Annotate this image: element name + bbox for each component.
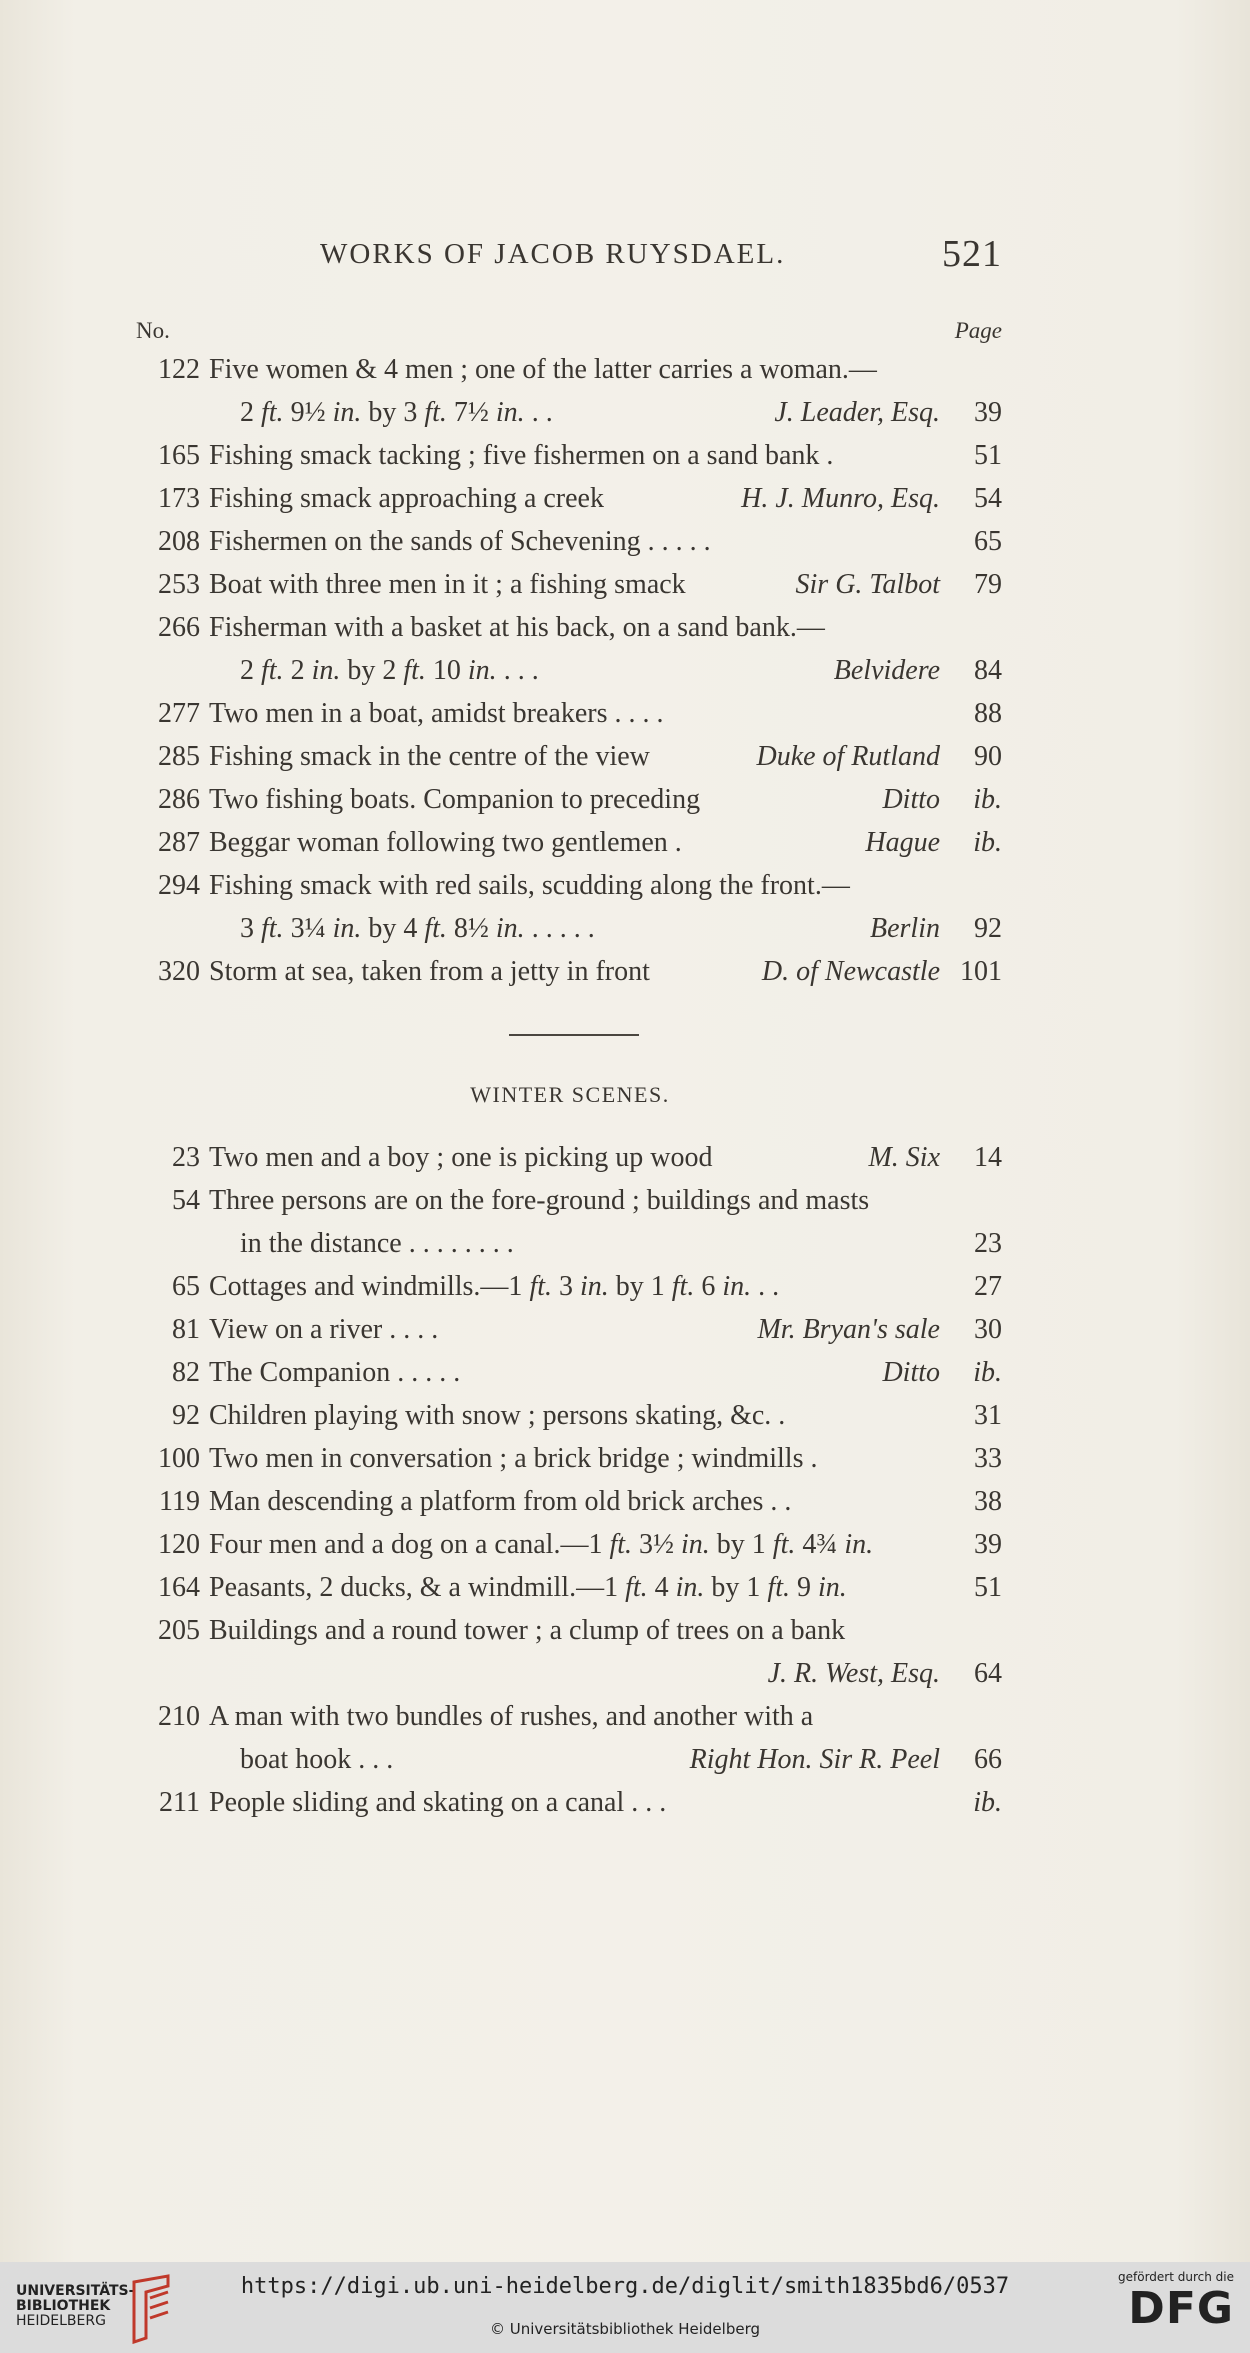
entry-page: 79 xyxy=(974,569,1002,600)
column-header-page: Page xyxy=(954,318,1002,343)
entry-description: Fishermen on the sands of Schevening . . . . . xyxy=(209,526,711,557)
entry-number: 266 xyxy=(158,612,200,643)
entry-description: Two fishing boats. Companion to preceding xyxy=(209,784,701,815)
entry-number: 65 xyxy=(172,1271,200,1302)
entry-page: 51 xyxy=(974,1572,1002,1603)
catalogue-entry xyxy=(0,1529,1250,1572)
entry-number: 122 xyxy=(158,354,200,385)
catalogue-entry xyxy=(0,354,1250,397)
entry-owner: Hague xyxy=(865,827,940,858)
entry-description: Fishing smack with red sails, scudding along the front.— xyxy=(209,870,850,901)
entry-text-part: by 1 xyxy=(704,1572,768,1603)
catalogue-entry xyxy=(0,526,1250,569)
entry-description: The Companion . . . . . xyxy=(209,1357,461,1388)
entry-owner: J. R. West, Esq. xyxy=(767,1658,940,1689)
entry-description: Buildings and a round tower ; a clump of trees on a bank xyxy=(209,1615,846,1646)
entry-text-part: ft. xyxy=(671,1271,695,1302)
entry-text-part: in. xyxy=(675,1572,705,1603)
entry-number: 253 xyxy=(158,569,200,600)
entry-number: 82 xyxy=(172,1357,200,1388)
catalogue-entry xyxy=(0,397,1250,440)
catalogue-entry xyxy=(0,655,1250,698)
entry-text-part: in. xyxy=(460,655,497,686)
entry-text-part: in. xyxy=(488,397,525,428)
entry-page: 39 xyxy=(974,1529,1002,1560)
entry-page: ib. xyxy=(973,1357,1002,1388)
entry-number: 81 xyxy=(172,1314,200,1345)
entry-text-part: ft. xyxy=(417,397,454,428)
entry-text-part: 9½ xyxy=(290,397,326,428)
catalogue-entry xyxy=(0,698,1250,741)
catalogue-entry xyxy=(0,483,1250,526)
entry-page: ib. xyxy=(973,1787,1002,1818)
entry-description xyxy=(240,913,595,945)
entry-text-part: by xyxy=(340,655,383,686)
entry-text-part: 4¾ xyxy=(795,1529,845,1560)
entry-description: boat hook . . . xyxy=(240,1744,394,1775)
library-logo-line: UNIVERSITÄTS- xyxy=(16,2283,135,2299)
entry-description: Two men in conversation ; a brick bridge ; windmills . xyxy=(209,1443,818,1474)
entry-description: Two men and a boy ; one is picking up wood xyxy=(209,1142,713,1173)
entry-text-part: ft. xyxy=(396,655,433,686)
entry-text-part: 3 xyxy=(240,913,254,944)
entry-number: 173 xyxy=(158,483,200,514)
entry-description xyxy=(209,1271,779,1303)
entry-text-part: 8½ xyxy=(453,913,489,944)
entry-owner: Duke of Rutland xyxy=(756,741,940,772)
catalogue-entries xyxy=(0,354,1250,999)
entry-text-part: ft. xyxy=(417,913,454,944)
entry-page: 64 xyxy=(974,1658,1002,1689)
entry-text-part: ft. xyxy=(254,397,291,428)
catalogue-entry xyxy=(0,1443,1250,1486)
catalogue-entry xyxy=(0,1357,1250,1400)
entry-owner: Belvidere xyxy=(833,655,940,686)
entry-text-part: 2 xyxy=(290,655,305,686)
entry-text-part: 7½ xyxy=(453,397,489,428)
catalogue-entry xyxy=(0,956,1250,999)
entry-text-part: . . . . . xyxy=(524,913,595,944)
entry-text-part: in. xyxy=(722,1271,752,1302)
catalogue-entry xyxy=(0,827,1250,870)
entry-page: 88 xyxy=(974,698,1002,729)
entry-page: 84 xyxy=(974,655,1002,686)
entry-text-part: 6 xyxy=(694,1271,723,1302)
entry-text-part: ft. xyxy=(254,913,291,944)
entry-text-part: ft. xyxy=(772,1529,796,1560)
entry-text-part: . . xyxy=(524,397,553,428)
page-number: 521 xyxy=(942,233,1002,275)
entry-page: ib. xyxy=(973,827,1002,858)
catalogue-entry xyxy=(0,784,1250,827)
entry-description: People sliding and skating on a canal . . . xyxy=(209,1787,667,1818)
entry-text-part: ft. xyxy=(625,1572,648,1603)
entry-page: 101 xyxy=(960,956,1002,987)
entry-text-part: by 1 xyxy=(709,1529,773,1560)
entry-number: 286 xyxy=(158,784,200,815)
entry-description: Boat with three men in it ; a fishing smack xyxy=(209,569,686,600)
entry-number: 208 xyxy=(158,526,200,557)
catalogue-entry xyxy=(0,1271,1250,1314)
entry-number: 92 xyxy=(172,1400,200,1431)
dfg-logo: DFG xyxy=(1128,2283,1234,2334)
entry-owner: Berlin xyxy=(870,913,940,944)
entry-text-part: by xyxy=(361,397,404,428)
entry-number: 210 xyxy=(158,1701,200,1732)
catalogue-entry xyxy=(0,1400,1250,1443)
column-headers xyxy=(136,318,1002,344)
catalogue-entry xyxy=(0,1572,1250,1615)
catalogue-entry xyxy=(0,1314,1250,1357)
permalink-url[interactable]: https://digi.ub.uni-heidelberg.de/diglit/smith1835bd6/0537 xyxy=(240,2274,1010,2299)
entry-text-part: in. xyxy=(817,1572,847,1603)
entry-text-part: 2 xyxy=(382,655,397,686)
running-head-title: WORKS OF JACOB RUYSDAEL. xyxy=(320,238,786,270)
entry-number: 205 xyxy=(158,1615,200,1646)
catalogue-entry xyxy=(0,1744,1250,1787)
entry-description: Beggar woman following two gentlemen . xyxy=(209,827,682,858)
catalogue-entry xyxy=(0,1615,1250,1658)
entry-text-part: in. xyxy=(325,913,362,944)
entry-description xyxy=(240,397,553,429)
entry-owner: M. Six xyxy=(868,1142,940,1173)
entry-text-part: Four men and a dog on a canal.—1 xyxy=(209,1529,610,1560)
entry-page: 27 xyxy=(974,1271,1002,1302)
catalogue-entry xyxy=(0,1228,1250,1271)
catalogue-entry xyxy=(0,741,1250,784)
section-heading: WINTER SCENES. xyxy=(470,1082,670,1107)
entry-text-part: 4 xyxy=(647,1572,676,1603)
footer-bar xyxy=(0,2262,1250,2353)
entry-text-part: in. xyxy=(844,1529,874,1560)
entry-number: 320 xyxy=(158,956,200,987)
catalogue-entry xyxy=(0,1185,1250,1228)
entry-text-part: in. xyxy=(580,1271,609,1302)
entry-description: Fishing smack in the centre of the view xyxy=(209,741,650,772)
entry-page: 90 xyxy=(974,741,1002,772)
entry-owner: Ditto xyxy=(882,784,940,815)
entry-text-part: . . xyxy=(751,1271,780,1302)
entry-description xyxy=(240,655,539,687)
entry-owner: J. Leader, Esq. xyxy=(774,397,940,428)
entry-number: 165 xyxy=(158,440,200,471)
entry-number: 100 xyxy=(158,1443,200,1474)
entry-page: 66 xyxy=(974,1744,1002,1775)
entry-number: 277 xyxy=(158,698,200,729)
entry-text-part: by xyxy=(361,913,404,944)
entry-text-part: 2 xyxy=(240,397,254,428)
library-logo-line: BIBLIOTHEK xyxy=(16,2298,111,2314)
entry-page: 23 xyxy=(974,1228,1002,1259)
entry-number: 211 xyxy=(159,1787,200,1818)
entry-page: 92 xyxy=(974,913,1002,944)
entry-description: Fishing smack approaching a creek xyxy=(209,483,604,514)
entry-description xyxy=(209,1572,847,1604)
entry-page: 65 xyxy=(974,526,1002,557)
entry-text-part: by 1 xyxy=(608,1271,672,1302)
section-divider xyxy=(509,1034,639,1036)
entry-text-part: in. xyxy=(488,913,525,944)
entry-page: 39 xyxy=(974,397,1002,428)
entry-number: 285 xyxy=(158,741,200,772)
entry-number: 23 xyxy=(172,1142,200,1173)
entry-text-part: 3¼ xyxy=(290,913,326,944)
catalogue-entry xyxy=(0,870,1250,913)
entry-owner: Ditto xyxy=(882,1357,940,1388)
entry-owner: Mr. Bryan's sale xyxy=(757,1314,940,1345)
catalogue-entry xyxy=(0,612,1250,655)
entry-owner: H. J. Munro, Esq. xyxy=(741,483,940,514)
catalogue-entry xyxy=(0,1787,1250,1830)
entry-text-part: 4 xyxy=(403,913,418,944)
entry-description: Three persons are on the fore-ground ; buildings and masts xyxy=(209,1185,870,1216)
entry-text-part: Cottages and windmills.—1 xyxy=(209,1271,530,1302)
entry-number: 120 xyxy=(158,1529,200,1560)
entry-text-part: ft. xyxy=(254,655,291,686)
entry-description: Children playing with snow ; persons skating, &c. . xyxy=(209,1400,786,1431)
entry-text-part: in. xyxy=(681,1529,710,1560)
entry-description: Man descending a platform from old brick arches . . xyxy=(209,1486,792,1517)
funder-caption: gefördert durch die xyxy=(1118,2270,1234,2284)
catalogue-entry xyxy=(0,1658,1250,1701)
entry-text-part: ft. xyxy=(767,1572,790,1603)
entry-owner: D. of Newcastle xyxy=(761,956,940,987)
entry-text-part: 3 xyxy=(552,1271,580,1302)
entry-text-part: in. xyxy=(325,397,362,428)
entry-page: 51 xyxy=(974,440,1002,471)
entry-page: 14 xyxy=(974,1142,1002,1173)
entry-number: 164 xyxy=(158,1572,200,1603)
entry-description xyxy=(209,1529,873,1561)
entry-text-part: . . . xyxy=(496,655,539,686)
column-header-number: No. xyxy=(136,318,170,343)
entry-number: 54 xyxy=(172,1185,200,1216)
entry-number: 119 xyxy=(159,1486,200,1517)
entry-text-part: ft. xyxy=(529,1271,552,1302)
entry-page: 31 xyxy=(974,1400,1002,1431)
entry-number: 287 xyxy=(158,827,200,858)
copyright-notice: © Universitätsbibliothek Heidelberg xyxy=(489,2320,760,2338)
entry-description: Five women & 4 men ; one of the latter carries a woman.— xyxy=(209,354,877,385)
winter-entries xyxy=(0,1142,1250,1830)
entry-page: ib. xyxy=(973,784,1002,815)
entry-page: 33 xyxy=(974,1443,1002,1474)
running-head xyxy=(320,233,1002,275)
catalogue-entry xyxy=(0,440,1250,483)
entry-description: View on a river . . . . xyxy=(209,1314,439,1345)
entry-page: 30 xyxy=(974,1314,1002,1345)
catalogue-entry xyxy=(0,1486,1250,1529)
entry-text-part: 9 xyxy=(789,1572,818,1603)
entry-text-part: 10 xyxy=(432,655,461,686)
entry-description: in the distance . . . . . . . . xyxy=(240,1228,514,1259)
entry-text-part: 3 xyxy=(403,397,418,428)
catalogue-entry xyxy=(0,913,1250,956)
catalogue-entry xyxy=(0,1701,1250,1744)
entry-number: 294 xyxy=(158,870,200,901)
entry-text-part: Peasants, 2 ducks, & a windmill.—1 xyxy=(209,1572,626,1603)
library-logo-line: HEIDELBERG xyxy=(16,2313,106,2329)
entry-text-part: 3½ xyxy=(632,1529,682,1560)
entry-text-part: 2 xyxy=(240,655,254,686)
entry-description: Fisherman with a basket at his back, on a sand bank.— xyxy=(209,612,825,643)
entry-page: 54 xyxy=(974,483,1002,514)
entry-description: A man with two bundles of rushes, and another with a xyxy=(209,1701,814,1732)
funder-logo[interactable] xyxy=(1118,2270,1234,2334)
entry-text-part: in. xyxy=(304,655,341,686)
catalogue-entry xyxy=(0,1142,1250,1185)
entry-description: Fishing smack tacking ; five fishermen on a sand bank . xyxy=(209,440,834,471)
catalogue-entry xyxy=(0,569,1250,612)
entry-text-part: ft. xyxy=(609,1529,633,1560)
entry-page: 38 xyxy=(974,1486,1002,1517)
entry-description: Storm at sea, taken from a jetty in front xyxy=(209,956,650,987)
entry-owner: Sir G. Talbot xyxy=(795,569,940,600)
entry-owner: Right Hon. Sir R. Peel xyxy=(689,1744,940,1775)
entry-description: Two men in a boat, amidst breakers . . . . xyxy=(209,698,664,729)
